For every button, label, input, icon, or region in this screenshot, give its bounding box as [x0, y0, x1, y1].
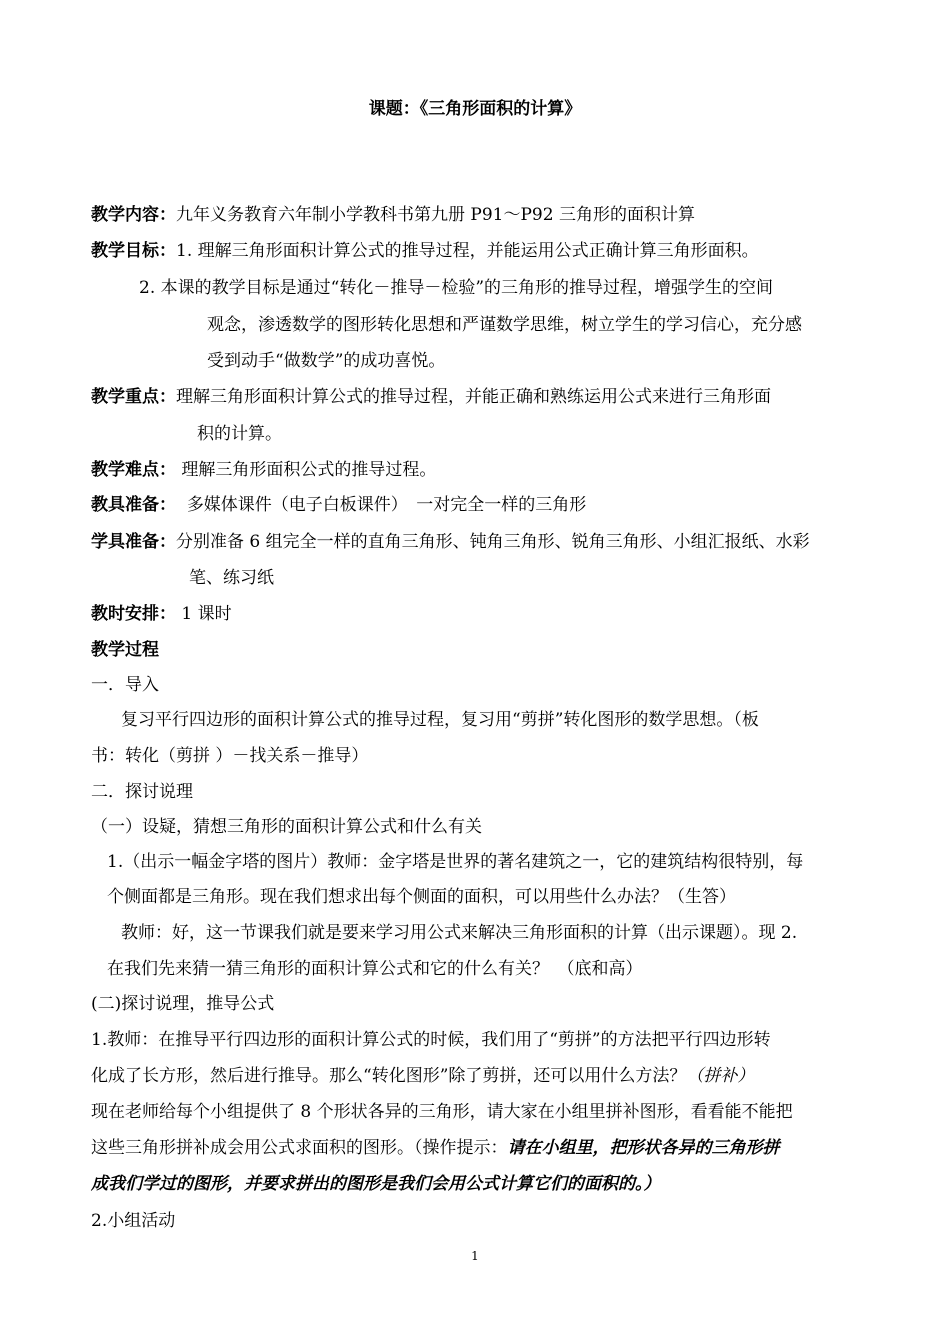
section2-q-line1: 1.教师：在推导平行四边形的面积计算公式的时候，我们用了“剪拼”的方法把平行四边形转 [91, 1030, 771, 1050]
student-tools-line2: 笔、练习纸 [189, 568, 274, 588]
focus-label: 教学重点： [91, 387, 176, 407]
focus-line2: 积的计算。 [197, 424, 282, 444]
section2-q-line2-answer: （拼补） [686, 1066, 755, 1086]
difficulty-text: 理解三角形面积公式的推导过程。 [181, 460, 437, 480]
process-heading: 教学过程 [91, 640, 159, 660]
difficulty-label: 教学难点： [91, 460, 176, 480]
section2-activity: 2.小组活动 [91, 1211, 176, 1231]
page-number: 1 [471, 1249, 479, 1263]
section2-q-line5: 成我们学过的图形，并要求拼出的图形是我们会用公式计算它们的面积的。） [91, 1174, 661, 1194]
schedule-label: 教时安排： [91, 604, 176, 624]
teacher-tools-text: 多媒体课件（电子白板课件） 一对完全一样的三角形 [186, 495, 587, 515]
schedule-text: 1 课时 [181, 604, 232, 624]
student-tools-label: 学具准备： [91, 532, 176, 552]
section2-q-line4-hint: 请在小组里，把形状各异的三角形拼 [507, 1138, 780, 1158]
teacher-tools-row [91, 494, 586, 516]
section2-p2-line2: 在我们先来猜一猜三角形的面积计算公式和它的什么有关？ （底和高） [107, 959, 643, 979]
content-row [91, 204, 695, 226]
section1-line1: 复习平行四边形的面积计算公式的推导过程，复习用“剪拼”转化图形的数学思想。（板 [121, 710, 759, 730]
goals-line1: 1. 理解三角形面积计算公式的推导过程，并能运用公式正确计算三角形面积。 [176, 241, 759, 261]
focus-row [91, 386, 771, 408]
section2-p1-line1: 1.（出示一幅金字塔的图片）教师：金字塔是世界的著名建筑之一，它的建筑结构很特别，每 [107, 852, 804, 872]
focus-line1: 理解三角形面积计算公式的推导过程，并能正确和熟练运用公式来进行三角形面 [176, 387, 771, 407]
section2-heading: 二．探讨说理 [91, 782, 193, 802]
student-tools-line1: 分别准备 6 组完全一样的直角三角形、钝角三角形、锐角三角形、小组汇报纸、水彩 [176, 532, 810, 552]
goals-line3: 观念，渗透数学的图形转化思想和严谨数学思维，树立学生的学习信心，充分感 [207, 315, 802, 335]
section2-q-line2-text: 化成了长方形，然后进行推导。那么“转化图形”除了剪拼，还可以用什么方法？ [91, 1066, 687, 1086]
goals-row [91, 240, 759, 262]
schedule-row [91, 603, 232, 625]
section2-p2-line1: 教师：好，这一节课我们就是要来学习用公式来解决三角形面积的计算（出示课题）。现 2. [121, 923, 798, 943]
section2-sub1: （一）设疑，猜想三角形的面积计算公式和什么有关 [91, 817, 482, 837]
page-title: 课题：《三角形面积的计算》 [368, 99, 582, 119]
section2-q-line4 [91, 1137, 780, 1159]
goals-line2: 2. 本课的教学目标是通过“转化－推导－检验”的三角形的推导过程，增强学生的空间 [139, 278, 774, 298]
goals-label: 教学目标： [91, 241, 176, 261]
difficulty-row [91, 459, 436, 481]
content-text: 九年义务教育六年制小学教科书第九册 P91～P92 三角形的面积计算 [176, 205, 695, 225]
teacher-tools-label: 教具准备： [91, 495, 176, 515]
section2-p1-line2: 个侧面都是三角形。现在我们想求出每个侧面的面积，可以用些什么办法？（生答） [107, 887, 736, 907]
section1-heading: 一．导入 [91, 675, 159, 695]
section2-q-line2 [91, 1065, 754, 1087]
section2-sub2: (二)探讨说理，推导公式 [91, 994, 275, 1014]
section2-q-line3: 现在老师给每个小组提供了 8 个形状各异的三角形，请大家在小组里拼补图形，看看能不能把 [91, 1102, 793, 1122]
student-tools-row [91, 531, 810, 553]
section2-q-line4-text: 这些三角形拼补成会用公式求面积的图形。（操作提示： [91, 1138, 508, 1158]
section1-line2: 书：转化（剪拼 ）－找关系－推导） [91, 746, 369, 766]
goals-line4: 受到动手“做数学”的成功喜悦。 [207, 351, 446, 371]
content-label: 教学内容： [91, 205, 176, 225]
